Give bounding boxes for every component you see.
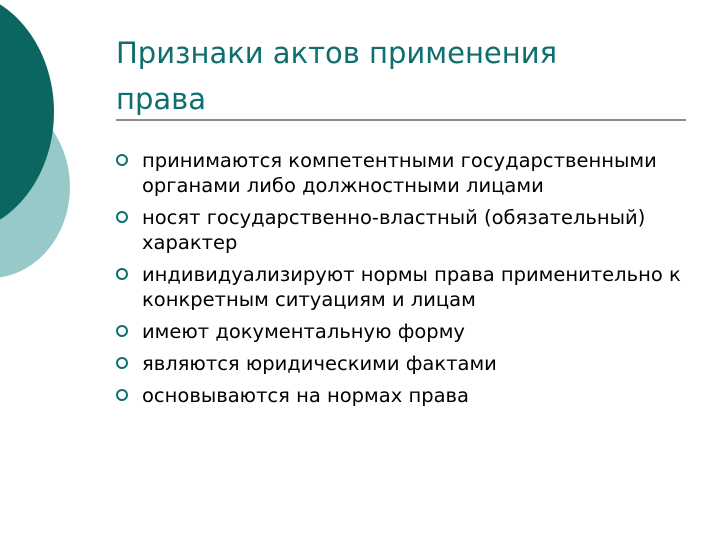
list-item	[116, 262, 696, 312]
bullet-text: принимаются компетентными государственными органами либо должностными лицами	[142, 149, 657, 197]
bullet-text: являются юридическими фактами	[142, 352, 497, 375]
bullet-list	[116, 148, 696, 415]
title-divider	[116, 119, 686, 121]
hollow-circle-bullet-icon	[116, 357, 128, 369]
list-item	[116, 383, 696, 408]
list-item	[116, 205, 696, 255]
bullet-text: носят государственно-властный (обязательный) характер	[142, 206, 646, 254]
hollow-circle-bullet-icon	[116, 268, 128, 280]
hollow-circle-bullet-icon	[116, 154, 128, 166]
bullet-text: индивидуализируют нормы права применительно к конкретным ситуациям и лицам	[142, 263, 681, 311]
hollow-circle-bullet-icon	[116, 389, 128, 401]
list-item	[116, 351, 696, 376]
hollow-circle-bullet-icon	[116, 325, 128, 337]
hollow-circle-bullet-icon	[116, 211, 128, 223]
bullet-text: имеют документальную форму	[142, 320, 465, 343]
bullet-text: основываются на нормах права	[142, 384, 469, 407]
slide-title: Признаки актов применения права	[116, 36, 558, 116]
list-item	[116, 319, 696, 344]
list-item	[116, 148, 696, 198]
